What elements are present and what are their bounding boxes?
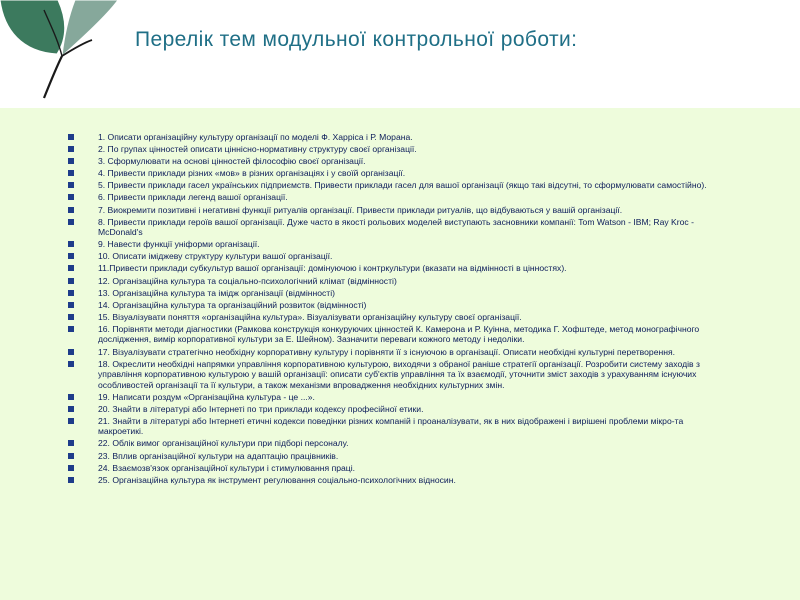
slide-header: [0, 0, 800, 108]
list-item-text: 20. Знайти в літературі або Інтернеті по три приклади кодексу професійної етики.: [98, 403, 424, 414]
leaf-icon: [0, 0, 150, 100]
list-item-text: 3. Сформулювати на основі цінностей філософію своєї організації.: [98, 156, 366, 167]
list-item: [68, 205, 728, 216]
square-bullet-icon: [68, 182, 74, 188]
list-item-text: 1. Описати організаційну культуру організації по моделі Ф. Харріса і Р. Морана.: [98, 132, 413, 142]
list-item-text: 8. Привести приклади героїв вашої організації. Дуже часто в якості рольових моделей виступають засновники компанії: Tom Watson - IBM; Ray Kroc - McDonald's: [98, 216, 694, 238]
list-item: [68, 168, 728, 179]
page-title: Перелік тем модульної контрольної роботи:: [135, 28, 578, 51]
list-item-text: 11.Привести приклади субкультур вашої організації: домінуючою і контркультури (вказати на відмінності в цінностях).: [98, 263, 567, 274]
list-item-text: 5. Привести приклади гасел українських підприємств. Привести приклади гасел для вашої організації (якщо такі відсутні, то сформулювати самостійно).: [98, 180, 707, 191]
list-item-text: 14. Організаційна культура та організаційний розвиток (відмінності): [98, 299, 367, 310]
list-item-text: 4. Привести приклади різних «мов» в різних організаціях і у своїй організації.: [98, 168, 406, 179]
list-item: [68, 239, 728, 250]
list-item-text: 25. Організаційна культура як інструмент регулювання соціально-психологічних відносин.: [98, 474, 456, 485]
square-bullet-icon: [68, 453, 74, 459]
list-item-text: 16. Порівняти методи діагностики (Рамкова конструкція конкуруючих цінностей К. Камерона и Р. Куінна, методика Г. Хофштеде, метод монографічного дослідження, вимір корпоративної культури за Е. Шейном). Зазначити переваги кожного методу і недоліки.: [98, 323, 700, 345]
list-item-text: 12. Організаційна культура та соціально-психологічний клімат (відмінності): [98, 275, 397, 286]
list-item-text: 24. Взаємозв'язок організаційної культури і стимулювання праці.: [98, 462, 356, 473]
square-bullet-icon: [68, 219, 74, 225]
square-bullet-icon: [68, 253, 74, 259]
list-item: [68, 416, 728, 437]
square-bullet-icon: [68, 361, 74, 367]
list-item-text: 7. Виокремити позитивні і негативні функції ритуалів організації. Привести приклади ритуалів, що відбуваються у вашій організації.: [98, 204, 623, 215]
list-item: [68, 132, 728, 143]
list-item: [68, 263, 728, 274]
list-item: [68, 463, 728, 474]
topic-list: [68, 132, 728, 487]
list-item: [68, 347, 728, 358]
list-item-text: 9. Навести функції уніформи організації.: [98, 239, 260, 250]
list-item: [68, 251, 728, 262]
square-bullet-icon: [68, 406, 74, 412]
list-item: [68, 475, 728, 486]
list-item-text: 13. Організаційна культура та імідж організації (відмінності): [98, 287, 335, 298]
square-bullet-icon: [68, 158, 74, 164]
list-item-text: 6. Привести приклади легенд вашої організації.: [98, 192, 288, 203]
square-bullet-icon: [68, 314, 74, 320]
list-item-text: 10. Описати іміджеву структуру культури вашої організації.: [98, 251, 333, 262]
square-bullet-icon: [68, 440, 74, 446]
list-item-text: 18. Окреслити необхідні напрямки управління корпоративною культурою, виходячи з обраної раніше стратегії організації. Розробити систему заходів з управління корпоративною культурою у вашій організації: описати суб'єктів управління та їх взаємодії, уточнити зміст заходів з урахуванням існуючих особливостей організації та її культури, а також механізми впровадження необхідних культурних змін.: [98, 358, 700, 390]
list-item-text: 22. Облік вимог організаційної культури при підборі персоналу.: [98, 438, 349, 449]
list-item: [68, 404, 728, 415]
list-item: [68, 180, 728, 191]
list-item-text: 19. Написати роздум «Організаційна культура - це ...».: [98, 391, 315, 402]
list-item: [68, 217, 728, 238]
list-item-text: 21. Знайти в літературі або Інтернеті етичні кодекси поведінки різних компаній і проаналізувати, як в них відображені і вирішені проблеми мікро-та макроетикі.: [98, 415, 684, 437]
list-item-text: 15. Візуалізувати поняття «організаційна культура». Візуалізувати організаційну культуру своєї організації.: [98, 311, 522, 322]
square-bullet-icon: [68, 194, 74, 200]
list-item: [68, 392, 728, 403]
square-bullet-icon: [68, 207, 74, 213]
list-item-text: 17. Візуалізувати стратегічно необхідну корпоративну культуру і порівняти її з існуючою в організації. Описати необхідні культурні перетворення.: [98, 346, 676, 357]
square-bullet-icon: [68, 278, 74, 284]
square-bullet-icon: [68, 170, 74, 176]
square-bullet-icon: [68, 302, 74, 308]
list-item: [68, 312, 728, 323]
list-item: [68, 438, 728, 449]
topics-panel: [0, 108, 800, 600]
list-item: [68, 359, 728, 391]
list-item: [68, 324, 728, 345]
list-item: [68, 144, 728, 155]
square-bullet-icon: [68, 265, 74, 271]
list-item: [68, 192, 728, 203]
list-item: [68, 288, 728, 299]
list-item: [68, 156, 728, 167]
list-item: [68, 300, 728, 311]
square-bullet-icon: [68, 241, 74, 247]
list-item: [68, 276, 728, 287]
square-bullet-icon: [68, 394, 74, 400]
square-bullet-icon: [68, 349, 74, 355]
list-item: [68, 451, 728, 462]
square-bullet-icon: [68, 477, 74, 483]
square-bullet-icon: [68, 290, 74, 296]
square-bullet-icon: [68, 465, 74, 471]
list-item-text: 23. Вплив організаційної культури на адаптацію працівників.: [98, 450, 339, 461]
square-bullet-icon: [68, 326, 74, 332]
square-bullet-icon: [68, 134, 74, 140]
square-bullet-icon: [68, 146, 74, 152]
square-bullet-icon: [68, 418, 74, 424]
list-item-text: 2. По групах цінностей описати ціннісно-нормативну структуру своєї організації.: [98, 144, 417, 155]
